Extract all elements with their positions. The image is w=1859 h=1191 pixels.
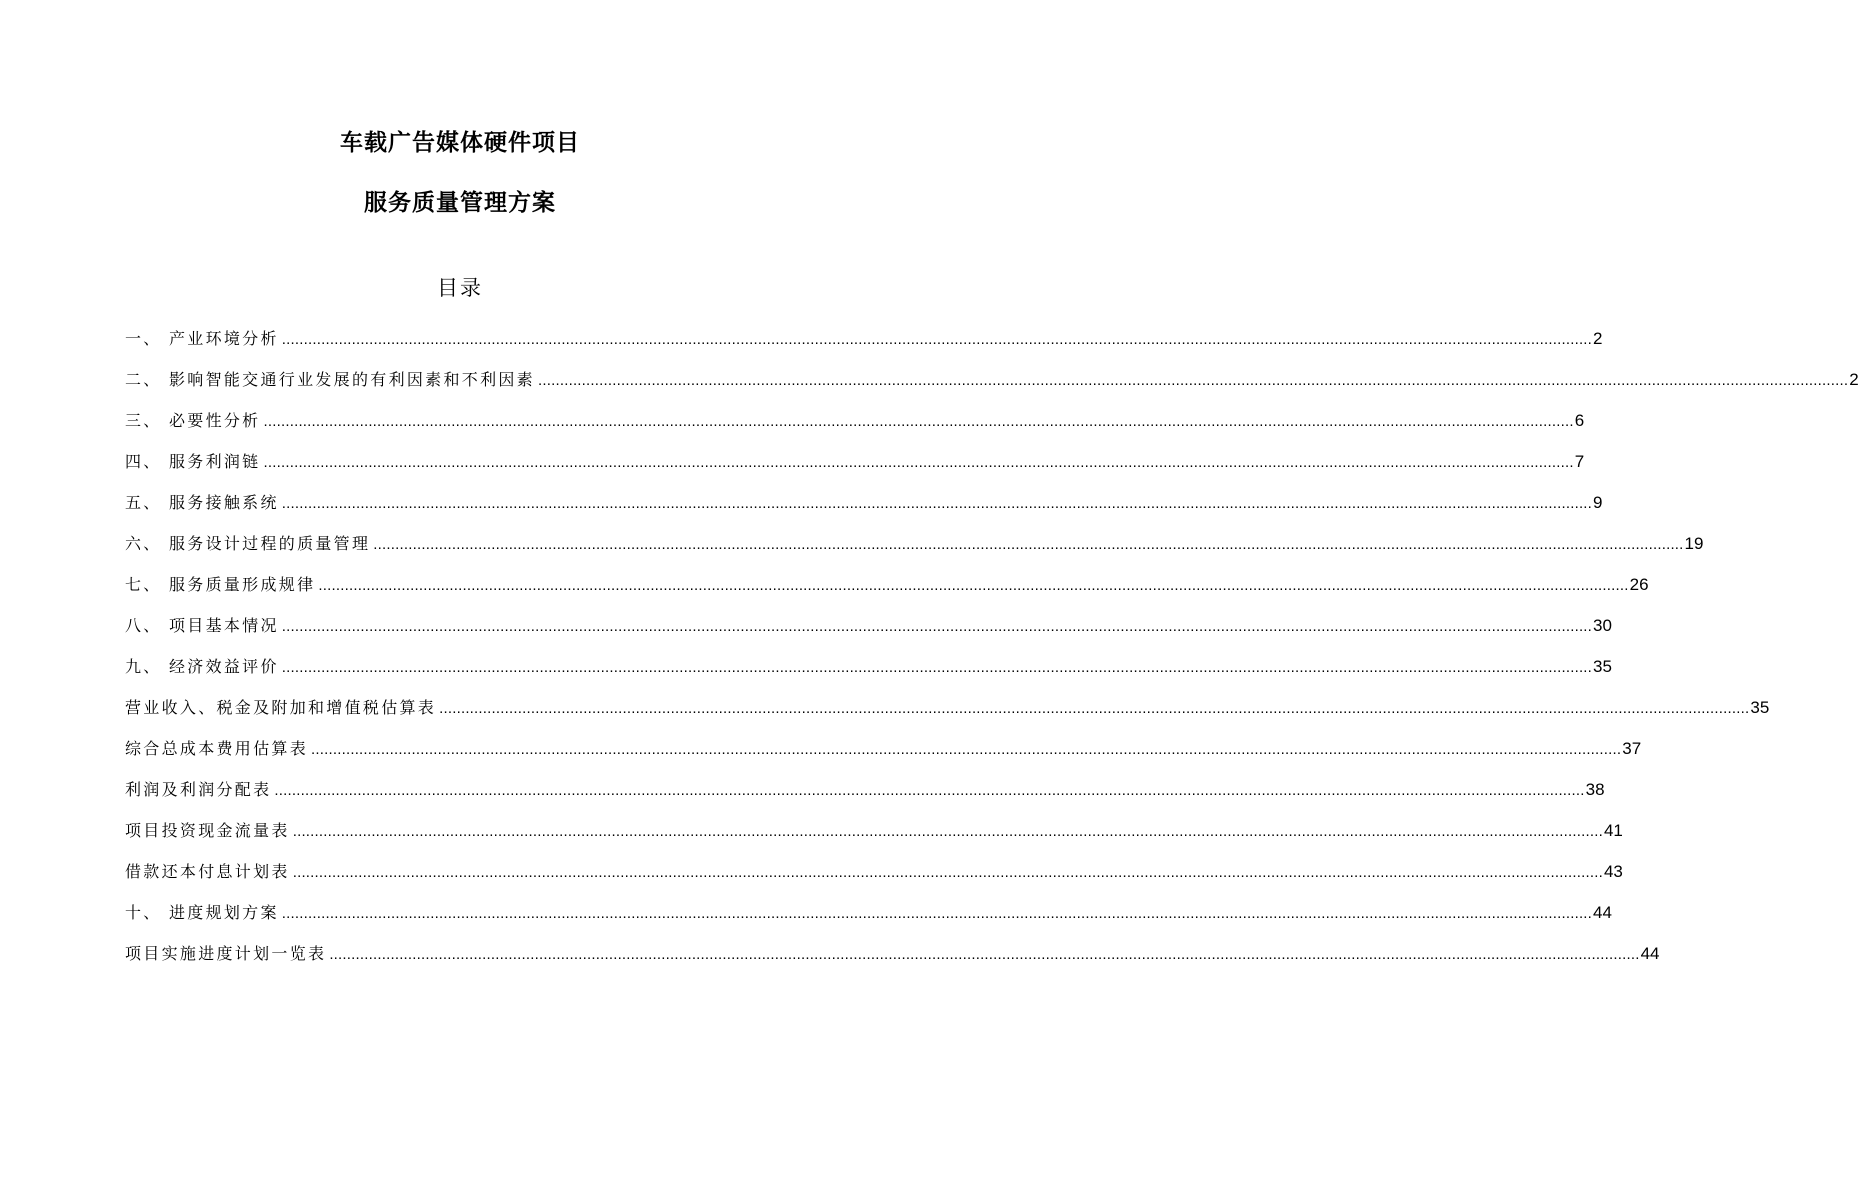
toc-entry[interactable] (125, 695, 1770, 736)
toc-dot-leader: ............................................................................................................................................................................................................................................................................................................ (292, 864, 1603, 881)
toc-entry[interactable] (125, 490, 1603, 531)
toc-entry[interactable] (125, 654, 1612, 695)
toc-entry-label: 六、 服务设计过程的质量管理 (125, 534, 371, 553)
toc-entry-label: 五、 服务接触系统 (125, 493, 279, 512)
toc-entry-page: 19 (1684, 534, 1704, 553)
toc-dot-leader: ............................................................................................................................................................................................................................................................................................................ (281, 331, 1593, 348)
toc-entry-label: 项目实施进度计划一览表 (125, 944, 327, 963)
toc-dot-leader: ............................................................................................................................................................................................................................................................................................................ (274, 782, 1585, 799)
toc-entry[interactable] (125, 900, 1612, 941)
toc-entry-page: 37 (1622, 739, 1642, 758)
toc-entry-label: 利润及利润分配表 (125, 780, 272, 799)
toc-dot-leader: ............................................................................................................................................................................................................................................................................................................ (281, 618, 1593, 635)
toc-entry-label: 九、 经济效益评价 (125, 657, 279, 676)
toc-entry-page: 43 (1603, 862, 1623, 881)
toc-dot-leader: ............................................................................................................................................................................................................................................................................................................ (292, 823, 1603, 840)
table-of-contents (125, 326, 1859, 982)
toc-entry-label: 综合总成本费用估算表 (125, 739, 309, 758)
toc-entry-page: 41 (1603, 821, 1623, 840)
toc-entry-label: 营业收入、税金及附加和增值税估算表 (125, 698, 437, 717)
toc-dot-leader: ............................................................................................................................................................................................................................................................................................................ (373, 536, 1684, 553)
toc-entry[interactable] (125, 736, 1642, 777)
toc-entry-page: 30 (1593, 616, 1612, 635)
toc-heading: 目录 (437, 276, 483, 300)
toc-entry-page: 26 (1629, 575, 1649, 594)
toc-entry-label: 借款还本付息计划表 (125, 862, 290, 881)
toc-entry-label: 四、 服务利润链 (125, 452, 261, 471)
toc-entry[interactable] (125, 941, 1660, 982)
toc-entry[interactable] (125, 367, 1859, 408)
toc-entry-label: 一、 产业环境分析 (125, 329, 279, 348)
toc-entry-page: 38 (1585, 780, 1605, 799)
toc-entry-page: 44 (1593, 903, 1612, 922)
document-title: 车载广告媒体硬件项目 (340, 130, 580, 156)
toc-entry[interactable] (125, 449, 1585, 490)
toc-entry-label: 二、 影响智能交通行业发展的有利因素和不利因素 (125, 370, 535, 389)
toc-dot-leader: ............................................................................................................................................................................................................................................................................................................ (538, 372, 1849, 389)
toc-dot-leader: ............................................................................................................................................................................................................................................................................................................ (281, 659, 1593, 676)
toc-dot-leader: ............................................................................................................................................................................................................................................................................................................ (281, 495, 1593, 512)
toc-entry-page: 35 (1750, 698, 1770, 717)
toc-entry-label: 项目投资现金流量表 (125, 821, 290, 840)
toc-dot-leader: ............................................................................................................................................................................................................................................................................................................ (311, 741, 1622, 758)
toc-entry-label: 十、 进度规划方案 (125, 903, 279, 922)
toc-entry-label: 八、 项目基本情况 (125, 616, 279, 635)
toc-dot-leader: ............................................................................................................................................................................................................................................................................................................ (263, 454, 1574, 471)
toc-entry[interactable] (125, 613, 1612, 654)
toc-dot-leader: ............................................................................................................................................................................................................................................................................................................ (329, 946, 1640, 963)
toc-entry-page: 6 (1574, 411, 1585, 430)
toc-dot-leader: ............................................................................................................................................................................................................................................................................................................ (281, 905, 1593, 922)
document-subtitle: 服务质量管理方案 (364, 190, 556, 216)
toc-entry-label: 七、 服务质量形成规律 (125, 575, 316, 594)
toc-entry-page: 9 (1593, 493, 1603, 512)
toc-dot-leader: ............................................................................................................................................................................................................................................................................................................ (318, 577, 1629, 594)
toc-entry[interactable] (125, 777, 1605, 818)
toc-dot-leader: ............................................................................................................................................................................................................................................................................................................ (439, 700, 1750, 717)
toc-entry-page: 2 (1593, 329, 1603, 348)
toc-entry-page: 2 (1849, 370, 1859, 389)
toc-entry-label: 三、 必要性分析 (125, 411, 261, 430)
toc-entry-page: 35 (1593, 657, 1612, 676)
toc-entry-page: 44 (1640, 944, 1660, 963)
toc-entry[interactable] (125, 818, 1623, 859)
toc-entry[interactable] (125, 408, 1585, 449)
toc-entry[interactable] (125, 859, 1623, 900)
toc-dot-leader: ............................................................................................................................................................................................................................................................................................................ (263, 413, 1574, 430)
toc-entry[interactable] (125, 572, 1649, 613)
toc-entry-page: 7 (1574, 452, 1585, 471)
toc-entry[interactable] (125, 531, 1704, 572)
toc-entry[interactable] (125, 326, 1603, 367)
